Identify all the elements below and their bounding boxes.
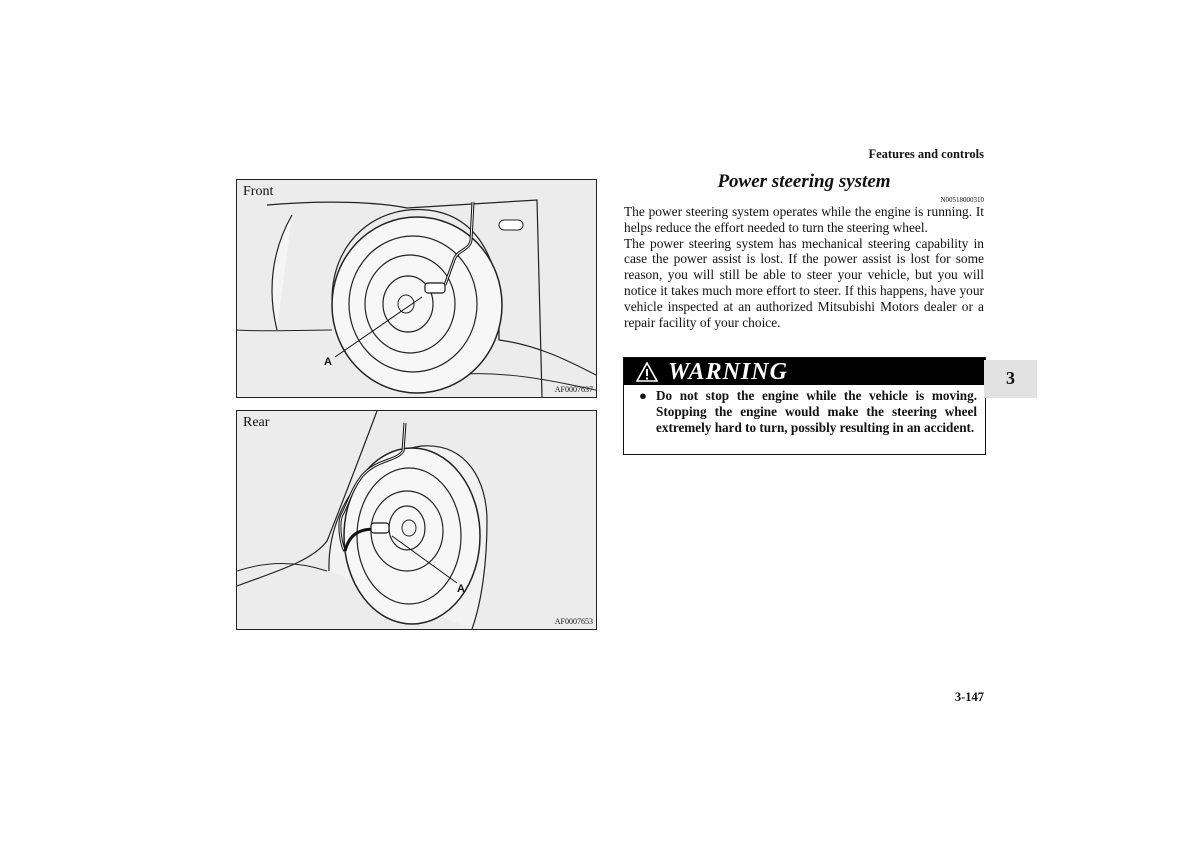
rear-wheel-figure bbox=[236, 410, 597, 630]
figure-code-front: AF0007637 bbox=[554, 385, 593, 394]
chapter-tab bbox=[984, 360, 1037, 398]
page-number: 3-147 bbox=[954, 690, 984, 704]
warning-header bbox=[624, 358, 985, 385]
body-text bbox=[624, 204, 984, 330]
bullet-icon: ● bbox=[639, 388, 647, 403]
warning-text: Do not stop the engine while the vehicle is moving. Stopping the engine would make the steering wheel extremely hard to turn, possibly resulting in an accident. bbox=[656, 388, 977, 435]
paragraph: The power steering system operates while the engine is running. It helps reduce the effort needed to turn the steering wheel. bbox=[624, 204, 984, 235]
rear-wheel-illustration bbox=[237, 411, 596, 629]
paragraph: The power steering system has mechanical steering capability in case the power assist is lost. If the power assist is lost for some reason, you will still be able to steer your vehicle, but you will notice it takes much more effort to steer. If this happens, have your vehicle inspected at an authorized Mitsubishi Motors dealer or a repair facility of your choice. bbox=[624, 235, 984, 330]
section-title: Power steering system bbox=[717, 171, 891, 192]
warning-triangle-icon bbox=[636, 362, 658, 382]
callout-a-rear: A bbox=[457, 583, 465, 595]
warning-title: WARNING bbox=[668, 359, 788, 385]
front-wheel-figure bbox=[236, 179, 597, 398]
section-header: Features and controls bbox=[868, 147, 984, 161]
callout-a-front: A bbox=[324, 356, 332, 368]
warning-item bbox=[639, 388, 977, 436]
warning-box bbox=[623, 357, 986, 455]
figure-label-front: Front bbox=[243, 184, 274, 199]
reference-code: N00518000310 bbox=[940, 196, 984, 204]
figure-label-rear: Rear bbox=[243, 415, 270, 430]
figure-code-rear: AF0007653 bbox=[554, 617, 593, 626]
front-wheel-illustration bbox=[237, 180, 596, 397]
chapter-number: 3 bbox=[1006, 368, 1015, 388]
